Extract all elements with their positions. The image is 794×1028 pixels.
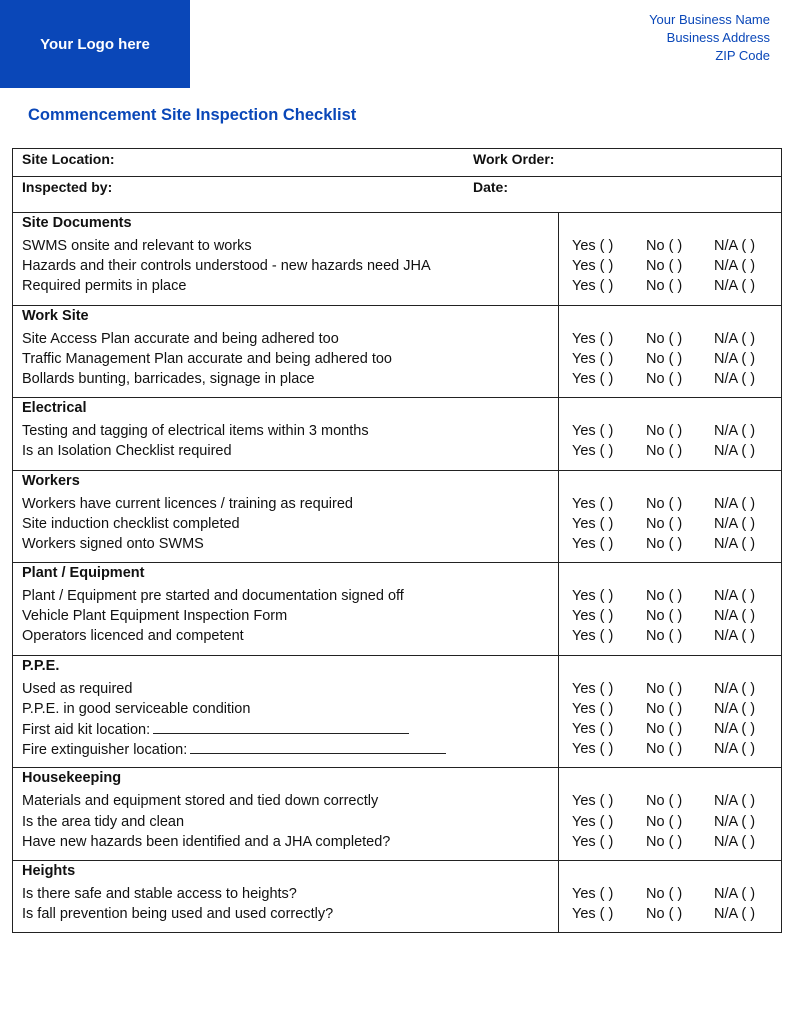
no-option[interactable]: No ( ) [646,793,683,810]
checklist-form [12,148,782,933]
checklist-item-label: Hazards and their controls understood - new hazards need JHA [22,258,431,275]
section-title: Heights [22,862,76,879]
checklist-section [13,306,781,399]
checklist-item [22,586,558,606]
checklist-item [22,514,558,534]
section-options [559,768,781,860]
checklist-item-label: Site induction checklist completed [22,515,240,532]
checklist-item [22,256,558,276]
na-option[interactable]: N/A ( ) [714,278,756,295]
checklist-item-label: Plant / Equipment pre started and documentation signed off [22,588,404,605]
section-options [559,563,781,655]
answer-options [572,349,781,369]
checklist-item-label: First aid kit location: [22,722,151,738]
checklist-item-label: Operators licenced and competent [22,628,244,645]
na-option[interactable]: N/A ( ) [714,885,756,902]
no-option[interactable]: No ( ) [646,885,683,902]
yes-option[interactable]: Yes ( ) [572,535,614,552]
checklist-item-label: Testing and tagging of electrical items within 3 months [22,423,369,440]
inspected-by-label: Inspected by: [22,179,113,195]
na-option[interactable]: N/A ( ) [714,443,756,460]
section-options [559,213,781,305]
yes-option[interactable]: Yes ( ) [572,515,614,532]
options-spacer [572,563,781,586]
no-option[interactable]: No ( ) [646,330,683,347]
checklist-item-label: Vehicle Plant Equipment Inspection Form [22,608,288,625]
yes-option[interactable]: Yes ( ) [572,423,614,440]
site-location-label: Site Location: [22,151,115,167]
answer-options [572,904,781,924]
yes-option[interactable]: Yes ( ) [572,238,614,254]
checklist-item-label: Materials and equipment stored and tied down correctly [22,793,379,810]
checklist-item [22,421,558,441]
business-info [649,11,770,65]
section-items [13,306,559,398]
na-option[interactable]: N/A ( ) [714,423,756,440]
section-title: P.P.E. [22,657,60,674]
yes-option[interactable]: Yes ( ) [572,258,614,275]
checklist-item [22,369,558,389]
checklist-item-label: Site Access Plan accurate and being adhered too [22,330,339,347]
checklist-item-label: Is there safe and stable access to heights? [22,885,297,902]
section-items [13,213,559,305]
no-option[interactable]: No ( ) [646,423,683,440]
answer-options [572,606,781,626]
checklist-item [22,812,558,832]
section-items [13,471,559,563]
na-option[interactable]: N/A ( ) [714,700,756,717]
checklist-item [22,719,558,739]
answer-options [572,719,781,739]
business-address: Business Address [666,30,770,45]
checklist-item-label: P.P.E. in good serviceable condition [22,700,251,717]
checklist-item [22,494,558,514]
no-option[interactable]: No ( ) [646,721,683,737]
yes-option[interactable]: Yes ( ) [572,588,614,605]
answer-options [572,276,781,296]
answer-options [572,586,781,606]
na-option[interactable]: N/A ( ) [714,628,756,645]
na-option[interactable]: N/A ( ) [714,680,756,697]
logo [0,0,190,88]
business-name: Your Business Name [649,12,770,27]
work-order-label: Work Order: [473,151,555,167]
answer-options [572,329,781,349]
yes-option[interactable]: Yes ( ) [572,330,614,347]
answer-options [572,626,781,646]
checklist-item [22,699,558,719]
answer-options [572,369,781,389]
yes-option[interactable]: Yes ( ) [572,628,614,645]
answer-options [572,791,781,811]
no-option[interactable]: No ( ) [646,813,683,830]
checklist-item [22,679,558,699]
options-spacer [572,398,781,421]
na-option[interactable]: N/A ( ) [714,721,756,737]
section-options [559,398,781,469]
checklist-item [22,606,558,626]
yes-option[interactable]: Yes ( ) [572,495,614,512]
no-option[interactable]: No ( ) [646,278,683,295]
answer-options [572,699,781,719]
no-option[interactable]: No ( ) [646,238,683,254]
section-items [13,563,559,655]
section-items [13,861,559,932]
section-options [559,861,781,932]
answer-options [572,739,781,759]
na-option[interactable]: N/A ( ) [714,608,756,625]
section-options [559,656,781,768]
section-options [559,471,781,563]
answer-options [572,236,781,256]
na-option[interactable]: N/A ( ) [714,793,756,810]
checklist-item [22,349,558,369]
checklist-item-label: SWMS onsite and relevant to works [22,238,252,254]
options-spacer [572,306,781,329]
answer-options [572,494,781,514]
checklist-item [22,534,558,554]
checklist-item [22,791,558,811]
yes-option[interactable]: Yes ( ) [572,885,614,902]
yes-option[interactable]: Yes ( ) [572,833,614,850]
zip-code: ZIP Code [715,48,770,63]
no-option[interactable]: No ( ) [646,515,683,532]
yes-option[interactable]: Yes ( ) [572,813,614,830]
section-items [13,656,559,768]
checklist-section [13,861,781,932]
date-label: Date: [473,179,509,195]
na-option[interactable]: N/A ( ) [714,813,756,830]
checklist-section [13,398,781,470]
na-option[interactable]: N/A ( ) [714,238,756,254]
answer-options [572,679,781,699]
na-option[interactable]: N/A ( ) [714,330,756,347]
section-options [559,306,781,398]
options-spacer [572,471,781,494]
answer-options [572,256,781,276]
no-option[interactable]: No ( ) [646,608,683,625]
sections-container [13,213,781,932]
no-option[interactable]: No ( ) [646,535,683,552]
yes-option[interactable]: Yes ( ) [572,906,614,923]
no-option[interactable]: No ( ) [646,833,683,850]
options-spacer [572,656,781,679]
answer-options [572,421,781,441]
logo-text: Your Logo here [40,35,150,53]
na-option[interactable]: N/A ( ) [714,495,756,512]
na-option[interactable]: N/A ( ) [714,906,756,923]
no-option[interactable]: No ( ) [646,906,683,923]
no-option[interactable]: No ( ) [646,700,683,717]
checklist-item [22,832,558,852]
yes-option[interactable]: Yes ( ) [572,350,614,367]
checklist-item-label: Have new hazards been identified and a JHA completed? [22,833,391,850]
checklist-item-label: Is fall prevention being used and used correctly? [22,906,334,923]
yes-option[interactable]: Yes ( ) [572,741,614,758]
no-option[interactable]: No ( ) [646,370,683,387]
yes-option[interactable]: Yes ( ) [572,680,614,697]
checklist-section [13,768,781,861]
info-row-location [13,149,781,177]
yes-option[interactable]: Yes ( ) [572,608,614,625]
info-row-inspector [13,177,781,213]
checklist-item [22,904,558,924]
answer-options [572,884,781,904]
checklist-item [22,329,558,349]
document-title: Commencement Site Inspection Checklist [28,106,357,124]
section-title: Workers [22,472,80,489]
no-option[interactable]: No ( ) [646,443,683,460]
checklist-item-label: Workers signed onto SWMS [22,535,204,552]
checklist-item-label: Required permits in place [22,278,187,295]
no-option[interactable]: No ( ) [646,495,683,512]
section-title: Plant / Equipment [22,565,145,582]
yes-option[interactable]: Yes ( ) [572,370,614,387]
no-option[interactable]: No ( ) [646,588,683,605]
section-title: Housekeeping [22,770,122,787]
answer-options [572,534,781,554]
na-option[interactable]: N/A ( ) [714,350,756,367]
section-title: Work Site [22,307,89,324]
checklist-item-label: Fire extinguisher location: [22,742,188,759]
options-spacer [572,768,781,791]
fill-in-line[interactable] [190,739,446,754]
fill-in-line[interactable] [153,719,409,734]
checklist-item [22,626,558,646]
checklist-item [22,236,558,256]
checklist-item [22,276,558,296]
section-title: Electrical [22,400,87,417]
options-spacer [572,861,781,884]
no-option[interactable]: No ( ) [646,741,683,758]
checklist-section [13,563,781,656]
checklist-item-label: Is the area tidy and clean [22,813,185,830]
section-title: Site Documents [22,215,132,231]
checklist-item-label: Is an Isolation Checklist required [22,443,232,460]
checklist-section [13,471,781,564]
yes-option[interactable]: Yes ( ) [572,721,614,737]
checklist-item-label: Used as required [22,680,133,697]
na-option[interactable]: N/A ( ) [714,370,756,387]
checklist-item-label: Bollards bunting, barricades, signage in place [22,370,315,387]
section-items [13,768,559,860]
yes-option[interactable]: Yes ( ) [572,278,614,295]
na-option[interactable]: N/A ( ) [714,258,756,275]
checklist-item [22,739,558,759]
na-option[interactable]: N/A ( ) [714,535,756,552]
no-option[interactable]: No ( ) [646,258,683,275]
yes-option[interactable]: Yes ( ) [572,700,614,717]
na-option[interactable]: N/A ( ) [714,741,756,758]
checklist-item-label: Workers have current licences / training as required [22,495,353,512]
na-option[interactable]: N/A ( ) [714,515,756,532]
no-option[interactable]: No ( ) [646,680,683,697]
no-option[interactable]: No ( ) [646,350,683,367]
checklist-item [22,884,558,904]
checklist-section [13,213,781,306]
no-option[interactable]: No ( ) [646,628,683,645]
answer-options [572,441,781,461]
checklist-section [13,656,781,769]
answer-options [572,514,781,534]
na-option[interactable]: N/A ( ) [714,833,756,850]
checklist-item-label: Traffic Management Plan accurate and being adhered too [22,350,392,367]
options-spacer [572,213,781,236]
yes-option[interactable]: Yes ( ) [572,443,614,460]
na-option[interactable]: N/A ( ) [714,588,756,605]
section-items [13,398,559,469]
yes-option[interactable]: Yes ( ) [572,793,614,810]
checklist-item [22,441,558,461]
answer-options [572,812,781,832]
answer-options [572,832,781,852]
